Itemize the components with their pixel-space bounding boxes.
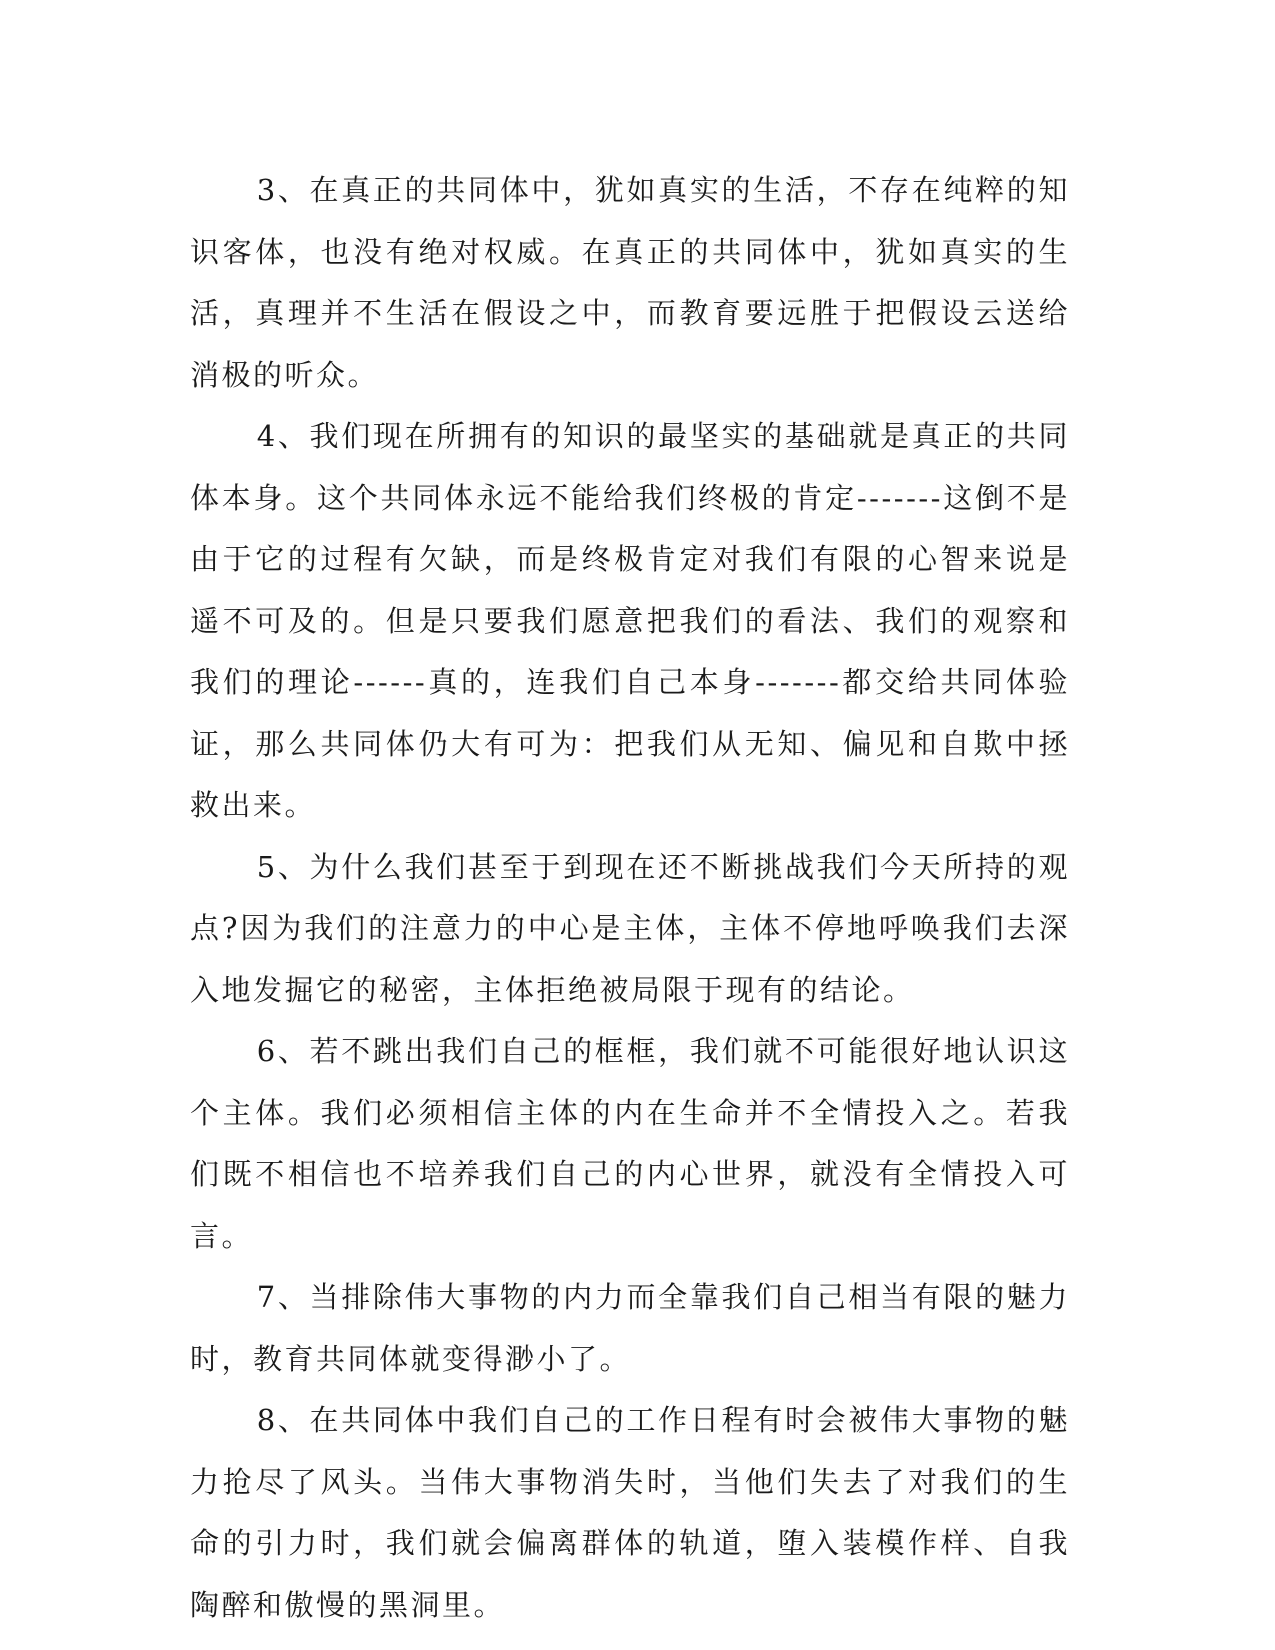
paragraph-5: 5、为什么我们甚至于到现在还不断挑战我们今天所持的观点?因为我们的注意力的中心是主体，主体不停地呼唤我们去深入地发掘它的秘密，主体拒绝被局限于现有的结论。 [190,849,1070,1007]
paragraph-8: 8、在共同体中我们自己的工作日程有时会被伟大事物的魅力抢尽了风头。当伟大事物消失时，当他们失去了对我们的生命的引力时，我们就会偏离群体的轨道，堕入装模作样、自我陶醉和傲慢的黑洞里。 [190,1403,1070,1622]
paragraph-3: 3、在真正的共同体中，犹如真实的生活，不存在纯粹的知识客体，也没有绝对权威。在真正的共同体中，犹如真实的生活，真理并不生活在假设之中，而教育要远胜于把假设云送给消极的听众。 [190,173,1070,392]
paragraph-6: 6、若不跳出我们自己的框框，我们就不可能很好地认识这个主体。我们必须相信主体的内在生命并不全情投入之。若我们既不相信也不培养我们自己的内心世界，就没有全情投入可言。 [190,1034,1070,1253]
document-body [190,160,1070,1636]
paragraph-4: 4、我们现在所拥有的知识的最坚实的基础就是真正的共同体本身。这个共同体永远不能给我们终极的肯定-------这倒不是由于它的过程有欠缺，而是终极肯定对我们有限的心智来说是遥不可及的。但是只要我们愿意把我们的看法、我们的观察和我们的理论------真的，连我们自己本身-------都交给共同体验证，那么共同体仍大有可为：把我们从无知、偏见和自欺中拯救出来。 [190,419,1070,822]
paragraph-7: 7、当排除伟大事物的内力而全靠我们自己相当有限的魅力时，教育共同体就变得渺小了。 [190,1280,1070,1376]
